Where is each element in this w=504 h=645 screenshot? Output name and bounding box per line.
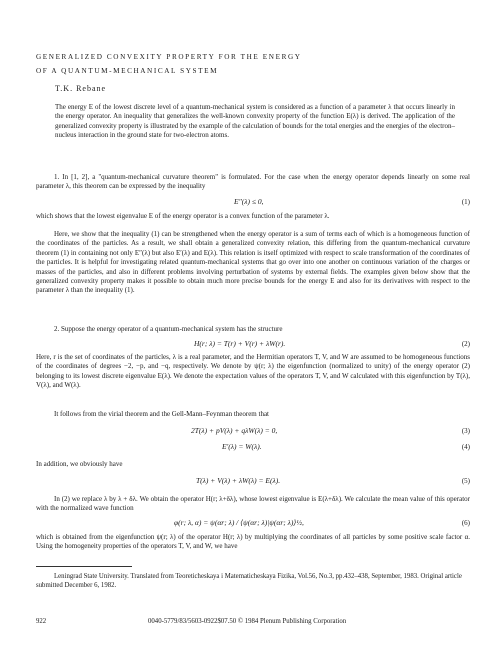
footnote-divider bbox=[36, 566, 132, 567]
equation-6 bbox=[36, 518, 470, 528]
equation-3-number: (3) bbox=[461, 427, 470, 435]
equation-4-formula: E′(λ) = W(λ). bbox=[222, 442, 262, 451]
paragraph-4: 2. Suppose the energy operator of a quantum-mechanical system has the structure bbox=[54, 325, 283, 333]
equation-5-number: (5) bbox=[461, 477, 470, 485]
equation-5 bbox=[36, 476, 470, 486]
footnote: Leningrad State University. Translated from Teoreticheskaya i Matematicheskaya Fizika, Vol.56, No.3, pp.432–438, September, 1983. Original article submitted December 6, 1982. bbox=[36, 573, 462, 589]
copyright-line: 0040-5779/83/5603-0922$07.50 © 1984 Plenum Publishing Corporation bbox=[148, 618, 347, 625]
author: T.K. Rebane bbox=[55, 84, 107, 93]
equation-6-number: (6) bbox=[461, 519, 470, 527]
paragraph-9: which is obtained from the eigenfunction ψ(r; λ) of the operator H(r; λ) by multiplying the coordinates of all particles by some positive scale factor α. Using the homogeneity properties of the operators T, V, and W, we have bbox=[36, 533, 470, 551]
equation-1-number: (1) bbox=[461, 198, 470, 206]
equation-3 bbox=[36, 426, 470, 436]
paper-title-line-2: OF A QUANTUM-MECHANICAL SYSTEM bbox=[36, 67, 219, 75]
paragraph-5: Here, r is the set of coordinates of the particles, λ is a real parameter, and the Hermitian operators T, V, and W are assumed to be homogeneous functions of the coordinates of degrees −2, −p, and −q, respectively. We denote by ψ(r; λ) the eigenfunction (normalized to unity) of the energy operator (2) belonging to its lowest discrete eigenvalue E(λ). We denote the expectation values of the operators T, V, and W calculated with this eigenfunction by T(λ), V(λ), and W(λ). bbox=[36, 353, 470, 390]
paragraph-3: Here, we show that the inequality (1) can be strengthened when the energy operator is a sum of terms each of which is a homogeneous function of the coordinates of the particles. As a result, we shall obtain a generalized convexity relation, this differing from the quantum-mechanical curvature theorem (1) in containing not only E″(λ) but also E′(λ) and E(λ). This relation is itself optimized with respect to scale transformation of the coordinates of the particles. It is helpful for investigating related quantum-mechanical systems that go over into one another on continuous variation of the charges or masses of the particles, and also in different problems involving perturbation of systems by external fields. The examples given below show that the generalized convexity property makes it possible to obtain much more precise bounds for the energy E and also for its derivatives with respect to the parameter λ than the inequality (1). bbox=[36, 230, 470, 295]
equation-2-formula: H(r; λ) = T(r) + V(r) + λW(r). bbox=[194, 339, 286, 348]
paragraph-7: In addition, we obviously have bbox=[36, 460, 123, 468]
equation-6-formula: φ(r; λ, α) = ψ(αr; λ) / ⟨ψ(αr; λ)|ψ(αr; λ)⟩½, bbox=[174, 518, 304, 527]
equation-1 bbox=[36, 197, 470, 207]
page-number: 922 bbox=[36, 618, 47, 625]
equation-1-formula: E″(λ) ≤ 0, bbox=[234, 197, 264, 206]
paragraph-8: In (2) we replace λ by λ + δλ. We obtain the operator H(r; λ+δλ), whose lowest eigenvalue is E(λ+δλ). We calculate the mean value of this operator with the normalized wave function bbox=[36, 495, 470, 513]
equation-4 bbox=[36, 442, 470, 452]
paragraph-2: which shows that the lowest eigenvalue E of the energy operator is a convex function of the parameter λ. bbox=[36, 212, 330, 220]
equation-2 bbox=[36, 339, 470, 349]
abstract: The energy E of the lowest discrete level of a quantum-mechanical system is considered as a function of a parameter λ that occurs linearly in the energy operator. An inequality that generalizes the well-known convexity property of the function E(λ) is derived. The application of the generalized convexity property is illustrated by the example of the calculation of bounds for the total energies and the energies of the electron–nucleus interaction in the ground state for two-electron atoms. bbox=[55, 103, 455, 140]
equation-5-formula: T(λ) + V(λ) + λW(λ) = E(λ). bbox=[196, 476, 281, 485]
paragraph-6: It follows from the virial theorem and the Gell-Mann–Feynman theorem that bbox=[54, 410, 269, 418]
equation-2-number: (2) bbox=[461, 340, 470, 348]
paragraph-1: 1. In [1, 2], a "quantum-mechanical curvature theorem" is formulated. For the case when the energy operator depends linearly on some real parameter λ, this theorem can be expressed by the inequality bbox=[36, 173, 470, 191]
equation-4-number: (4) bbox=[461, 443, 470, 451]
paper-title-line-1: GENERALIZED CONVEXITY PROPERTY FOR THE ENERGY bbox=[36, 53, 302, 61]
equation-3-formula: 2T(λ) + pV(λ) + qλW(λ) = 0, bbox=[191, 426, 278, 435]
